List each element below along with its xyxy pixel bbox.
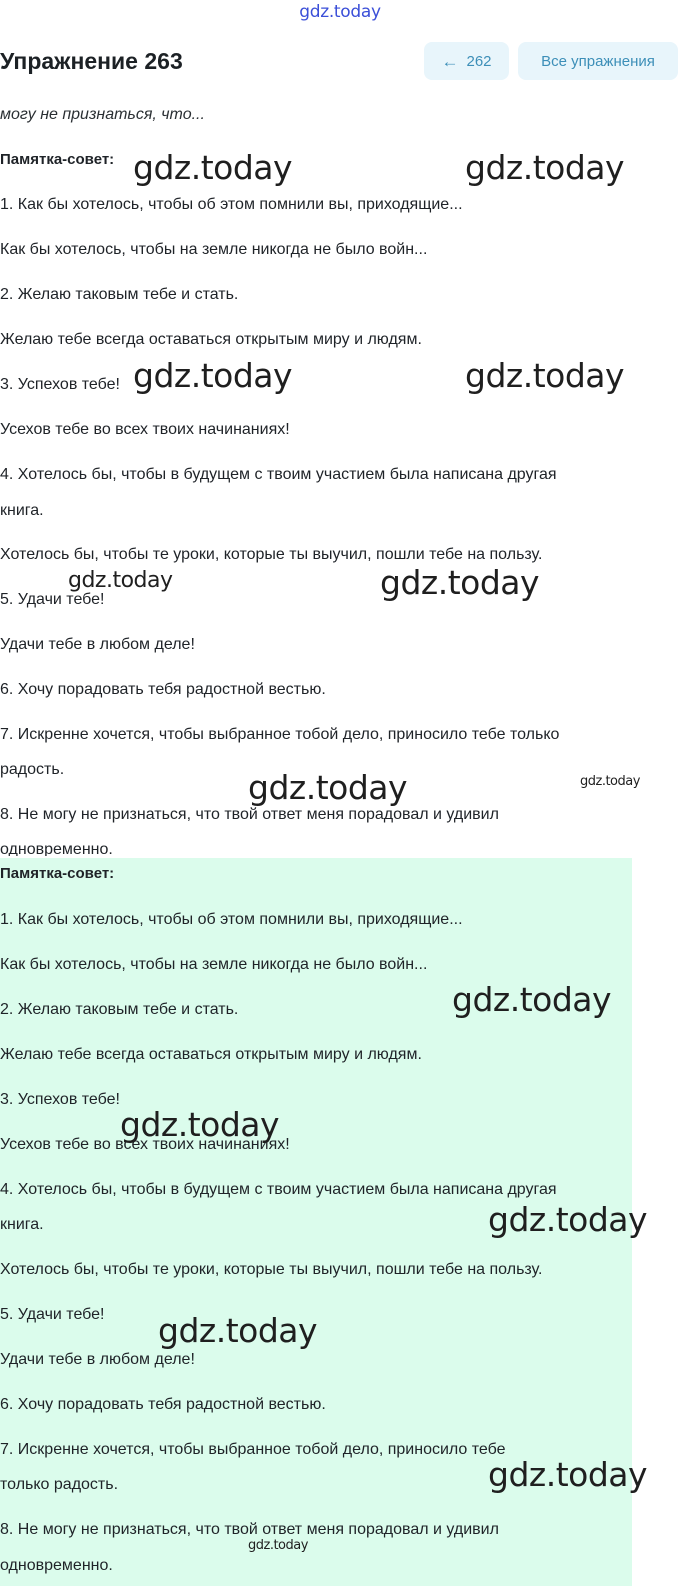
watermark: gdz.today (68, 568, 173, 593)
watermark: gdz.today (133, 148, 293, 187)
exercise-header (0, 40, 680, 82)
section-heading: Памятка-совет: (0, 151, 115, 168)
text-line: 3. Успехов тебе! (0, 1091, 120, 1108)
text-line: одновременно. (0, 841, 113, 856)
site-logo[interactable]: gdz.today (299, 2, 381, 22)
text-line: одновременно. (0, 1557, 113, 1574)
page-title: Упражнение 263 (0, 48, 183, 74)
text-line: 1. Как бы хотелось, чтобы об этом помнили вы, приходящие... (0, 911, 463, 928)
text-line: 6. Хочу порадовать тебя радостной вестью. (0, 1396, 326, 1413)
text-line: Желаю тебе всегда оставаться открытым миру и людям. (0, 1046, 422, 1063)
arrow-left-icon: ← (441, 51, 459, 71)
watermark: gdz.today (120, 1105, 280, 1144)
watermark: gdz.today (133, 356, 293, 395)
text-line: 1. Как бы хотелось, чтобы об этом помнили вы, приходящие... (0, 196, 463, 213)
watermark: gdz.today (580, 774, 640, 789)
watermark: gdz.today (488, 1200, 648, 1239)
intro-text: могу не признаться, что... (0, 106, 205, 123)
text-line: 4. Хотелось бы, чтобы в будущем с твоим участием была написана другая (0, 1181, 557, 1198)
watermark: gdz.today (158, 1311, 318, 1350)
watermark: gdz.today (380, 563, 540, 602)
watermark: gdz.today (248, 768, 408, 807)
text-line: 8. Не могу не признаться, что твой ответ меня порадовал и удивил (0, 806, 499, 823)
watermark: gdz.today (452, 980, 612, 1019)
text-line: 5. Удачи тебе! (0, 1306, 105, 1323)
text-line: Хотелось бы, чтобы те уроки, которые ты выучил, пошли тебе на пользу. (0, 546, 543, 563)
watermark: gdz.today (488, 1455, 648, 1494)
text-line: Удачи тебе в любом деле! (0, 636, 195, 653)
all-exercises-label: Все упражнения (541, 52, 655, 70)
text-line: Усехов тебе во всех твоих начинаниях! (0, 421, 290, 438)
text-line: 6. Хочу порадовать тебя радостной вестью. (0, 681, 326, 698)
all-exercises-button[interactable] (518, 42, 678, 80)
text-line: Усехов тебе во всех твоих начинаниях! (0, 1136, 290, 1153)
text-line: 7. Искренне хочется, чтобы выбранное тобой дело, приносило тебе только (0, 726, 560, 743)
text-line: 5. Удачи тебе! (0, 591, 105, 608)
text-line: Как бы хотелось, чтобы на земле никогда не было войн... (0, 241, 428, 258)
text-line: книга. (0, 1216, 44, 1233)
text-line: 8. Не могу не признаться, что твой ответ меня порадовал и удивил (0, 1521, 499, 1538)
watermark: gdz.today (465, 356, 625, 395)
prev-exercise-button[interactable] (424, 42, 509, 80)
text-line: Как бы хотелось, чтобы на земле никогда не было войн... (0, 956, 428, 973)
text-line: 3. Успехов тебе! (0, 376, 120, 393)
text-line: только радость. (0, 1476, 119, 1493)
section-heading: Памятка-совет: (0, 865, 115, 882)
prev-exercise-label: 262 (466, 52, 492, 70)
text-line: Хотелось бы, чтобы те уроки, которые ты выучил, пошли тебе на пользу. (0, 1261, 543, 1278)
text-line: 4. Хотелось бы, чтобы в будущем с твоим участием была написана другая (0, 466, 557, 483)
text-line: 7. Искренне хочется, чтобы выбранное тобой дело, приносило тебе (0, 1441, 506, 1458)
text-line: книга. (0, 502, 44, 519)
text-line: Удачи тебе в любом деле! (0, 1351, 195, 1368)
watermark: gdz.today (465, 148, 625, 187)
text-line: Желаю тебе всегда оставаться открытым миру и людям. (0, 331, 422, 348)
watermark: gdz.today (248, 1538, 308, 1553)
text-line: радость. (0, 761, 65, 778)
text-line: 2. Желаю таковым тебе и стать. (0, 286, 239, 303)
text-line: 2. Желаю таковым тебе и стать. (0, 1001, 239, 1018)
